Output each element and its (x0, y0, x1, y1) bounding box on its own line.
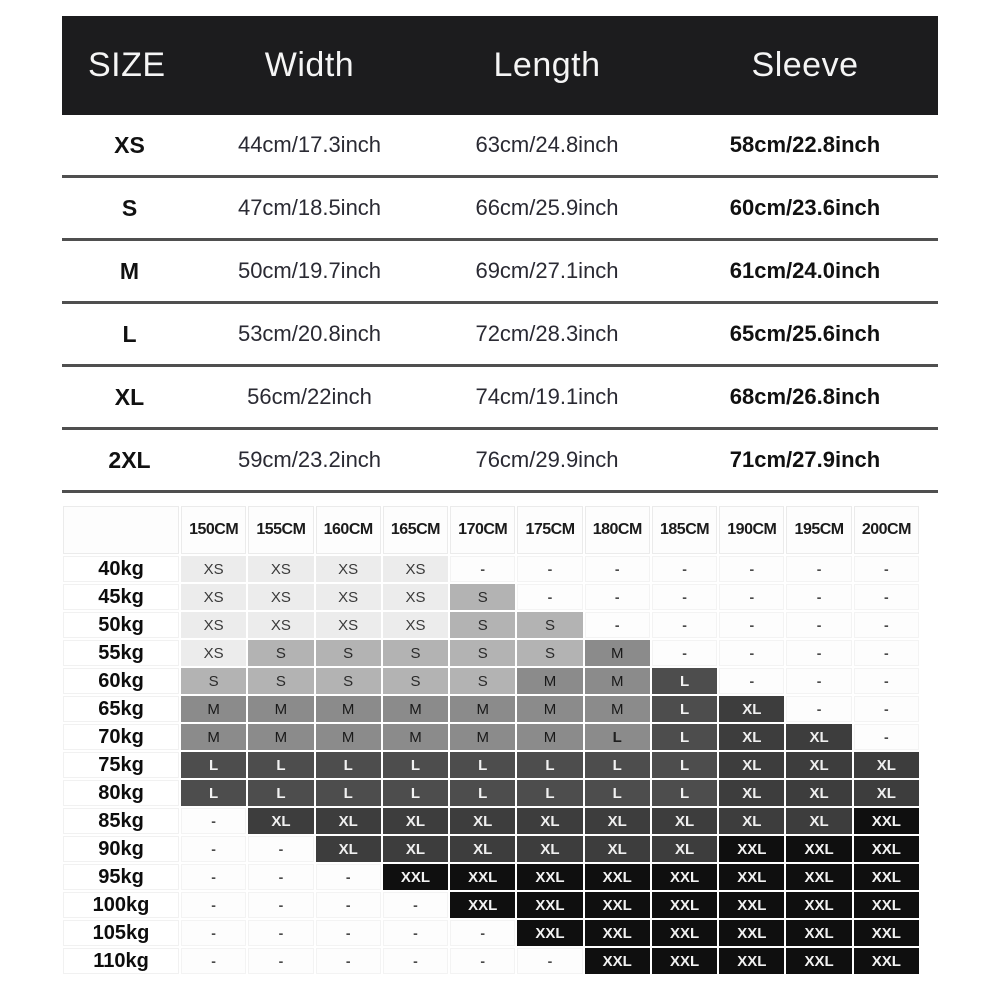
matrix-cell: - (718, 611, 785, 639)
width-value: 56cm/22inch (247, 384, 372, 409)
size-table-row (62, 178, 938, 241)
matrix-cell: L (651, 667, 718, 695)
size-table-row (62, 115, 938, 178)
matrix-cell: XXL (853, 807, 920, 835)
matrix-cell: - (315, 891, 382, 919)
matrix-cell: - (853, 639, 920, 667)
matrix-cell: M (382, 695, 449, 723)
length-value: 72cm/28.3inch (475, 321, 619, 346)
matrix-cell: L (247, 751, 314, 779)
sleeve-value: 65cm/25.6inch (729, 321, 881, 346)
matrix-cell: XXL (516, 919, 583, 947)
size-value: M (119, 257, 140, 284)
height-header: 180CM (584, 505, 651, 555)
matrix-cell: XL (584, 835, 651, 863)
matrix-cell: - (785, 583, 852, 611)
matrix-cell: - (785, 667, 852, 695)
matrix-cell: - (785, 639, 852, 667)
matrix-cell: L (651, 751, 718, 779)
matrix-cell: XL (718, 779, 785, 807)
matrix-cell: L (315, 751, 382, 779)
matrix-cell: - (247, 891, 314, 919)
matrix-cell: XL (718, 695, 785, 723)
height-header: 175CM (516, 505, 583, 555)
matrix-cell: XL (785, 723, 852, 751)
matrix-cell: L (449, 779, 516, 807)
width-value: 44cm/17.3inch (237, 132, 382, 157)
width-value: 59cm/23.2inch (237, 447, 382, 472)
matrix-cell: XS (180, 611, 247, 639)
matrix-cell: L (382, 751, 449, 779)
matrix-cell: M (584, 639, 651, 667)
matrix-cell: M (247, 695, 314, 723)
matrix-cell: XS (382, 583, 449, 611)
weight-label: 65kg (62, 695, 180, 723)
height-header: 190CM (718, 505, 785, 555)
matrix-cell: XS (382, 611, 449, 639)
matrix-cell: - (853, 667, 920, 695)
sleeve-value: 68cm/26.8inch (729, 384, 881, 409)
size-value: S (121, 194, 138, 221)
matrix-cell: XXL (449, 891, 516, 919)
matrix-cell: - (180, 863, 247, 891)
matrix-cell: L (449, 751, 516, 779)
matrix-cell: L (651, 779, 718, 807)
matrix-cell: - (180, 835, 247, 863)
weight-label: 90kg (62, 835, 180, 863)
matrix-cell: XXL (651, 863, 718, 891)
length-value: 76cm/29.9inch (475, 447, 619, 472)
matrix-cell: XXL (785, 835, 852, 863)
matrix-cell: S (247, 667, 314, 695)
matrix-cell: XXL (584, 919, 651, 947)
matrix-cell: XS (180, 639, 247, 667)
matrix-cell: XL (382, 807, 449, 835)
matrix-cell: - (718, 555, 785, 583)
width-value: 47cm/18.5inch (237, 195, 382, 220)
height-header: 185CM (651, 505, 718, 555)
matrix-cell: L (584, 751, 651, 779)
matrix-cell: XXL (516, 863, 583, 891)
matrix-cell: L (584, 779, 651, 807)
matrix-grid (62, 505, 920, 975)
size-value: L (122, 320, 137, 347)
matrix-cell: XXL (785, 863, 852, 891)
matrix-cell: - (718, 583, 785, 611)
matrix-cell: XL (785, 779, 852, 807)
width-value: 53cm/20.8inch (237, 321, 382, 346)
height-header: 155CM (247, 505, 314, 555)
matrix-cell: L (315, 779, 382, 807)
matrix-cell: - (516, 947, 583, 975)
matrix-cell: XL (449, 835, 516, 863)
matrix-cell: XXL (853, 863, 920, 891)
weight-label: 105kg (62, 919, 180, 947)
matrix-cell: L (180, 751, 247, 779)
size-value: XL (114, 383, 145, 410)
matrix-cell: - (516, 555, 583, 583)
matrix-cell: XS (180, 583, 247, 611)
height-header: 170CM (449, 505, 516, 555)
matrix-cell: S (315, 639, 382, 667)
matrix-cell: - (651, 611, 718, 639)
matrix-cell: - (247, 835, 314, 863)
matrix-cell: XXL (853, 835, 920, 863)
matrix-cell: XL (382, 835, 449, 863)
size-measurement-table (62, 16, 938, 493)
matrix-cell: M (315, 723, 382, 751)
matrix-cell: - (584, 583, 651, 611)
weight-label: 110kg (62, 947, 180, 975)
matrix-cell: XXL (853, 947, 920, 975)
matrix-cell: - (718, 639, 785, 667)
height-header: 165CM (382, 505, 449, 555)
matrix-cell: XS (247, 611, 314, 639)
matrix-cell: XL (718, 807, 785, 835)
matrix-cell: XL (651, 807, 718, 835)
length-value: 66cm/25.9inch (475, 195, 619, 220)
matrix-cell: XS (382, 555, 449, 583)
matrix-cell: XL (315, 835, 382, 863)
length-value: 69cm/27.1inch (475, 258, 619, 283)
matrix-cell: XXL (516, 891, 583, 919)
header-width: Width (264, 46, 355, 84)
matrix-cell: XXL (853, 891, 920, 919)
size-table-row (62, 304, 938, 367)
matrix-cell: XL (247, 807, 314, 835)
matrix-cell: M (449, 723, 516, 751)
matrix-cell: M (516, 695, 583, 723)
matrix-cell: S (247, 639, 314, 667)
matrix-cell: XL (516, 807, 583, 835)
matrix-cell: - (180, 891, 247, 919)
matrix-cell: L (180, 779, 247, 807)
size-table-row (62, 430, 938, 493)
matrix-cell: XXL (718, 891, 785, 919)
matrix-cell: XXL (584, 891, 651, 919)
matrix-cell: XXL (718, 863, 785, 891)
matrix-cell: XL (785, 807, 852, 835)
matrix-cell: XS (247, 555, 314, 583)
weight-label: 50kg (62, 611, 180, 639)
matrix-cell: - (449, 947, 516, 975)
matrix-cell: XL (853, 751, 920, 779)
matrix-cell: XXL (651, 947, 718, 975)
matrix-cell: - (584, 611, 651, 639)
matrix-cell: M (180, 695, 247, 723)
sleeve-value: 61cm/24.0inch (729, 258, 881, 283)
matrix-cell: XS (247, 583, 314, 611)
matrix-cell: XXL (449, 863, 516, 891)
header-sleeve: Sleeve (751, 46, 859, 84)
matrix-cell: L (516, 751, 583, 779)
matrix-cell: - (853, 583, 920, 611)
size-table-row (62, 367, 938, 430)
matrix-cell: S (516, 639, 583, 667)
matrix-cell: - (785, 555, 852, 583)
matrix-cell: - (315, 947, 382, 975)
size-table-body (62, 115, 938, 493)
matrix-cell: XS (315, 611, 382, 639)
matrix-cell: - (785, 695, 852, 723)
matrix-cell: XXL (718, 835, 785, 863)
matrix-cell: - (853, 723, 920, 751)
matrix-cell: - (718, 667, 785, 695)
matrix-cell: - (449, 555, 516, 583)
matrix-cell: XL (315, 807, 382, 835)
matrix-cell: XXL (785, 947, 852, 975)
matrix-cell: - (382, 891, 449, 919)
matrix-cell: S (315, 667, 382, 695)
matrix-cell: - (180, 919, 247, 947)
height-header: 195CM (785, 505, 852, 555)
sleeve-value: 71cm/27.9inch (729, 447, 881, 472)
height-header: 150CM (180, 505, 247, 555)
matrix-cell: XL (785, 751, 852, 779)
matrix-cell: S (449, 667, 516, 695)
height-header: 160CM (315, 505, 382, 555)
matrix-cell: XXL (584, 863, 651, 891)
matrix-cell: - (785, 611, 852, 639)
size-table-header-row (62, 16, 938, 115)
weight-label: 45kg (62, 583, 180, 611)
matrix-cell: XXL (651, 891, 718, 919)
matrix-cell: - (651, 583, 718, 611)
matrix-cell: XXL (651, 919, 718, 947)
matrix-cell: M (516, 667, 583, 695)
matrix-cell: XXL (382, 863, 449, 891)
matrix-cell: L (651, 723, 718, 751)
matrix-cell: M (584, 667, 651, 695)
matrix-cell: XL (584, 807, 651, 835)
weight-label: 60kg (62, 667, 180, 695)
matrix-cell: S (516, 611, 583, 639)
size-value: XS (114, 131, 145, 158)
matrix-cell: - (247, 863, 314, 891)
matrix-cell: XS (315, 583, 382, 611)
matrix-cell: L (516, 779, 583, 807)
matrix-cell: XS (180, 555, 247, 583)
weight-label: 100kg (62, 891, 180, 919)
matrix-cell: - (853, 695, 920, 723)
matrix-corner-cell (62, 505, 180, 555)
matrix-cell: XL (651, 835, 718, 863)
weight-label: 85kg (62, 807, 180, 835)
matrix-cell: M (584, 695, 651, 723)
matrix-cell: XXL (584, 947, 651, 975)
matrix-cell: S (449, 611, 516, 639)
matrix-cell: XL (718, 723, 785, 751)
weight-label: 70kg (62, 723, 180, 751)
matrix-cell: M (315, 695, 382, 723)
matrix-cell: M (247, 723, 314, 751)
width-value: 50cm/19.7inch (237, 258, 382, 283)
weight-label: 55kg (62, 639, 180, 667)
matrix-cell: - (853, 611, 920, 639)
matrix-cell: - (651, 639, 718, 667)
matrix-cell: - (382, 947, 449, 975)
sleeve-value: 60cm/23.6inch (729, 195, 881, 220)
header-size: SIZE (88, 46, 166, 84)
matrix-cell: - (315, 919, 382, 947)
height-weight-matrix (62, 505, 920, 975)
matrix-cell: - (516, 583, 583, 611)
weight-label: 75kg (62, 751, 180, 779)
matrix-cell: S (449, 639, 516, 667)
matrix-cell: XL (718, 751, 785, 779)
header-length: Length (493, 46, 601, 84)
matrix-cell: - (853, 555, 920, 583)
weight-label: 80kg (62, 779, 180, 807)
matrix-cell: S (180, 667, 247, 695)
matrix-cell: - (584, 555, 651, 583)
length-value: 74cm/19.1inch (475, 384, 619, 409)
matrix-cell: XL (516, 835, 583, 863)
weight-label: 40kg (62, 555, 180, 583)
matrix-cell: L (584, 723, 651, 751)
matrix-cell: S (382, 639, 449, 667)
matrix-cell: XL (853, 779, 920, 807)
matrix-cell: - (247, 919, 314, 947)
matrix-cell: M (449, 695, 516, 723)
matrix-cell: - (247, 947, 314, 975)
length-value: 63cm/24.8inch (475, 132, 619, 157)
matrix-cell: XXL (785, 891, 852, 919)
matrix-cell: XS (315, 555, 382, 583)
matrix-cell: M (180, 723, 247, 751)
matrix-cell: - (382, 919, 449, 947)
matrix-cell: L (247, 779, 314, 807)
weight-label: 95kg (62, 863, 180, 891)
size-table-row (62, 241, 938, 304)
sleeve-value: 58cm/22.8inch (729, 132, 881, 157)
matrix-cell: S (382, 667, 449, 695)
matrix-cell: XXL (785, 919, 852, 947)
matrix-cell: - (180, 807, 247, 835)
matrix-cell: XL (449, 807, 516, 835)
matrix-cell: XXL (718, 919, 785, 947)
matrix-cell: XXL (853, 919, 920, 947)
matrix-cell: L (651, 695, 718, 723)
height-header: 200CM (853, 505, 920, 555)
matrix-cell: - (449, 919, 516, 947)
matrix-cell: - (315, 863, 382, 891)
matrix-cell: - (180, 947, 247, 975)
matrix-cell: M (382, 723, 449, 751)
matrix-cell: M (516, 723, 583, 751)
matrix-cell: S (449, 583, 516, 611)
size-value: 2XL (108, 446, 151, 473)
matrix-cell: L (382, 779, 449, 807)
matrix-cell: XXL (718, 947, 785, 975)
matrix-cell: - (651, 555, 718, 583)
